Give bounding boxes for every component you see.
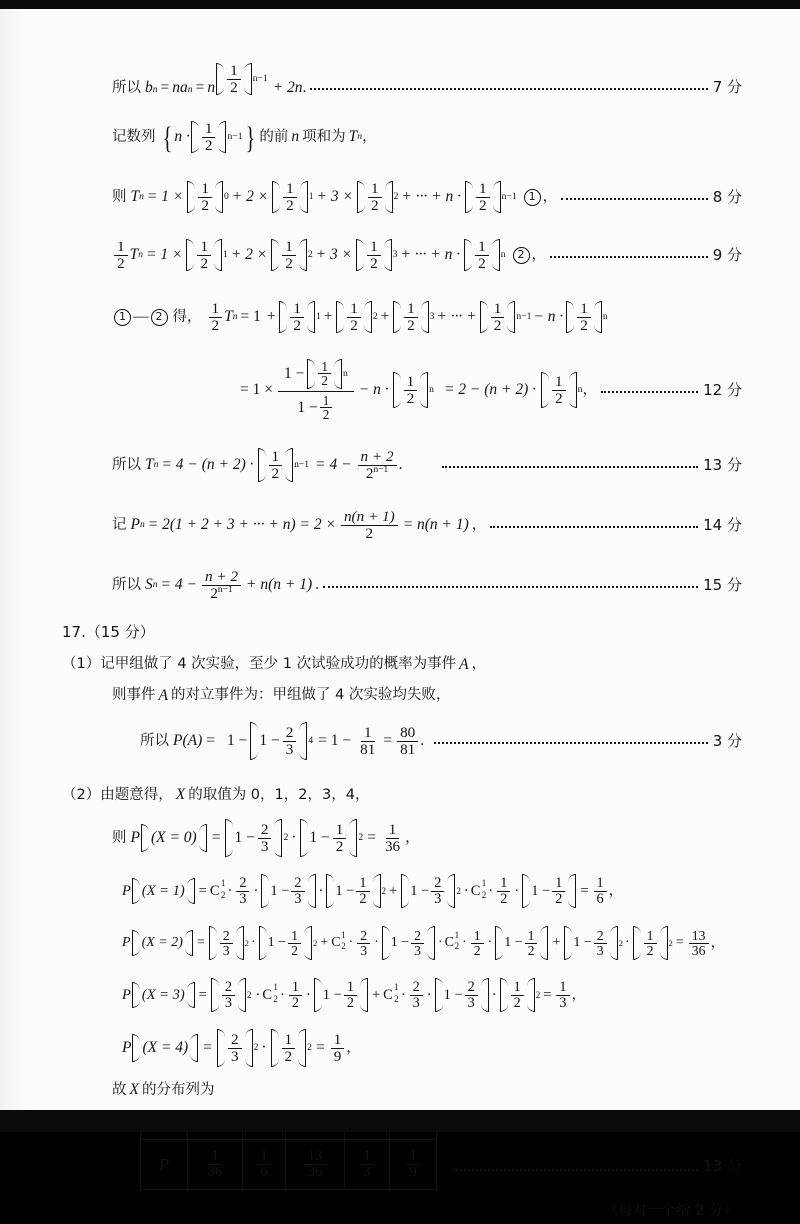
term-f: $\frac{1}{2}$ 2 bbox=[499, 978, 541, 1012]
comma: ， bbox=[362, 128, 377, 145]
distribution-table-intro bbox=[0, 1071, 800, 1103]
score-label: 13 分 bbox=[703, 1157, 742, 1175]
term-2: $\frac{1}{2}$ 2 bbox=[356, 181, 398, 213]
problem-17-part1-line1 bbox=[0, 645, 800, 678]
score-label: 7 分 bbox=[712, 78, 742, 96]
table-row-p bbox=[141, 1140, 437, 1190]
line-prefix: 所以 bbox=[112, 456, 141, 473]
event-A: A bbox=[459, 655, 469, 673]
var-T-sub: n bbox=[139, 191, 144, 203]
result-fraction: $\frac{1}{9}$ bbox=[331, 1032, 345, 1064]
intro-a: 故 bbox=[112, 1081, 127, 1098]
var-T: T bbox=[130, 188, 140, 206]
power-group bbox=[215, 63, 268, 95]
expr-na-sub: n bbox=[187, 84, 193, 96]
prob-arg: (X = 4) bbox=[131, 1034, 199, 1062]
problem-number-label: 17.（15 分） bbox=[62, 622, 155, 641]
fraction-half: $\frac{1}{2}$ bbox=[202, 121, 216, 153]
term-2: $\frac{1}{2}$ 3 bbox=[392, 301, 434, 333]
combination-C-2: C 1 2 bbox=[470, 877, 487, 900]
formula-px-3: P (X = 3) = $\frac{2}{3}$ 2 · C 1 2 · $\frac{1}{2}$ · 1 − $\frac{1}{2}$ + C 1 2 · $\frac{2}{3}$ · 1 − $\frac{2}{3}$ · $\frac{1}{2}$ 2 = $\frac{1}{3}$ ， bbox=[122, 979, 587, 1011]
equals: = bbox=[198, 986, 207, 1003]
equals-2: + n(n + 1) bbox=[246, 576, 313, 594]
combination-C-2: C 1 2 bbox=[383, 981, 399, 1004]
solution-line-16-4: $\frac{1}{2}$ T n = 1 × $\frac{1}{2}$ 1 + 2 × $\frac{1}{2}$ 2 + 3 × $\frac{1}{2}$ 3 + ··· + n · $\frac{1}{2}$ n 2 ， 9 分 bbox=[0, 217, 800, 275]
dot-leader bbox=[323, 577, 698, 593]
dot-leader bbox=[561, 189, 708, 205]
var-n: n bbox=[207, 78, 216, 96]
prob-P: P bbox=[122, 882, 131, 899]
scan-bottom-band bbox=[0, 1110, 800, 1132]
line-prefix: 记 bbox=[112, 516, 127, 533]
numerator-lead: 1 − bbox=[283, 364, 305, 382]
term-b: 1 − $\frac{2}{3}$ bbox=[260, 874, 316, 908]
intro-b: 的分布列为 bbox=[141, 1081, 215, 1098]
combination-C-2: C 1 2 bbox=[444, 930, 460, 951]
mid-text-2: 项和为 bbox=[302, 128, 346, 145]
power-term: $\frac{1}{2}$ n bbox=[392, 372, 434, 408]
equals-2: = 4 − bbox=[315, 456, 352, 474]
term-3: $\frac{1}{2}$ n−1 bbox=[464, 181, 517, 213]
equals: = 1 × bbox=[146, 246, 183, 264]
term-g: 1 − $\frac{2}{3}$ 2 bbox=[563, 926, 623, 960]
formula-px-2: P (X = 2) = $\frac{2}{3}$ 2 · 1 − $\frac{1}{2}$ 2 + C 1 2 · $\frac{2}{3}$ · 1 − $\frac{2}{3}$ · C 1 2 · $\frac{1}{2}$ · 1 − $\frac{1}{2}$ + 1 − $\frac{2}{3}$ 2 · $\frac{1}{2}$ 2 = $\frac{13}{36}$ ， bbox=[0, 913, 800, 965]
one-minus: 1 − bbox=[227, 732, 248, 750]
score-label: 3 分 bbox=[712, 731, 742, 750]
equation-marker-1: 1 bbox=[114, 309, 131, 326]
solution-line-16-3: 则 T n = 1 × $\frac{1}{2}$ 0 + 2 × $\frac{1}{2}$ 1 + 3 × $\frac{1}{2}$ 2 + ··· + n · $\frac{1}{2}$ n−1 1 ， 8 分 bbox=[112, 180, 742, 214]
exponent: n−1 bbox=[252, 73, 268, 85]
formula-px-1: P (X = 1) = C 1 2 · $\frac{2}{3}$ · 1 − $\frac{2}{3}$ · 1 − $\frac{1}{2}$ 2 + 1 − $\frac{2}{3}$ 2 · C 1 2 · $\frac{1}{2}$ · 1 − $\frac{1}{2}$ = $\frac{1}{6}$ ， bbox=[122, 875, 624, 907]
minus-sign: — bbox=[133, 308, 149, 326]
term-1: $\frac{1}{2}$ 2 bbox=[335, 301, 377, 333]
term-c: 1 − $\frac{1}{2}$ bbox=[313, 978, 369, 1012]
line-prefix: 所以 bbox=[112, 576, 141, 593]
solution-line-16-2: 记数列 { n · $\frac{1}{2}$ n−1 } 的前 n 项和为 T n ， bbox=[112, 119, 377, 155]
combination-C: C 1 2 bbox=[262, 981, 278, 1004]
prob-P: P bbox=[122, 935, 131, 950]
term-0: $\frac{1}{2}$ 1 bbox=[278, 301, 320, 333]
table-cell-p-1: $\frac{1}{6}$ bbox=[243, 1140, 286, 1190]
score-label: 15 分 bbox=[703, 575, 742, 594]
equals-2: = 1 − bbox=[318, 732, 352, 750]
equals-2: = bbox=[543, 986, 552, 1003]
part-label-2: （2） bbox=[62, 786, 101, 803]
combination-C: C 1 2 bbox=[331, 930, 346, 951]
var-X: X bbox=[175, 786, 186, 804]
plus: + bbox=[371, 986, 381, 1003]
part2-intro-a: 由题意得， bbox=[100, 786, 173, 803]
var-P: P bbox=[130, 516, 140, 534]
problem-17-part1-line2 bbox=[0, 678, 800, 709]
period: . bbox=[302, 78, 307, 96]
equals: = 1 × bbox=[240, 381, 273, 399]
term-e: 1 − $\frac{2}{3}$ bbox=[434, 978, 490, 1012]
equals-1: = bbox=[160, 78, 170, 96]
term-d: 1 − $\frac{2}{3}$ bbox=[381, 926, 436, 960]
coef-half: $\frac{1}{2}$ bbox=[114, 239, 128, 271]
part1-text-1: 记甲组做了 4 次实验，至少 1 次试验成功的概率为事件 bbox=[100, 656, 457, 673]
term-0: $\frac{1}{2}$ 1 bbox=[185, 239, 227, 271]
formula-prefix: 则 bbox=[112, 829, 127, 846]
prob-arg: (X = 1) bbox=[131, 878, 196, 904]
term-f: 1 − $\frac{1}{2}$ bbox=[521, 874, 577, 908]
result-fraction: $\frac{13}{36}$ bbox=[689, 929, 709, 958]
plus-term: + 2 bbox=[272, 78, 295, 96]
plus-1: + bbox=[320, 935, 329, 950]
score-label: 13 分 bbox=[703, 455, 742, 474]
solution-line-16-1 bbox=[0, 9, 800, 95]
var-T-sub: n bbox=[357, 131, 363, 143]
var-n: n bbox=[291, 128, 300, 146]
var-X: X bbox=[129, 1081, 139, 1099]
minus-n-term: − n · bbox=[358, 381, 389, 399]
term-a: $\frac{2}{3}$ 2 bbox=[210, 978, 252, 1012]
equals: = bbox=[206, 732, 216, 750]
formula-px-0: 则 P (X = 0) = 1 − $\frac{2}{3}$ 2 · 1 − $\frac{1}{2}$ 2 = $\frac{1}{36}$ ， bbox=[0, 809, 800, 861]
term-2: 1 − $\frac{1}{2}$ 2 bbox=[299, 819, 363, 857]
prob-P: P bbox=[130, 829, 140, 847]
part-label-1: （1） bbox=[62, 656, 101, 673]
equals-2: = 2 − (n + 2) · bbox=[443, 381, 537, 399]
solution-line-16-9: 所以 S n = 4 − $\frac{n + 2}{2^{n-1}}$ + n(n + 1) . 15 分 bbox=[112, 568, 742, 602]
table-cell-p-3: $\frac{1}{3}$ bbox=[345, 1140, 390, 1190]
page-content bbox=[0, 9, 800, 1224]
result-fraction: $\frac{1}{3}$ bbox=[556, 980, 569, 1010]
denominator-lead: 1 − bbox=[297, 398, 318, 416]
dot-leader bbox=[601, 382, 698, 398]
equals: = bbox=[203, 1039, 212, 1057]
term-b: $\frac{1}{2}$ 2 bbox=[270, 1029, 312, 1067]
multiply-dot: · bbox=[261, 1039, 267, 1057]
power-group bbox=[190, 121, 243, 153]
term-f: 1 − $\frac{1}{2}$ bbox=[494, 926, 549, 960]
prob-arg: (X = 0) bbox=[140, 824, 208, 852]
var-T: T bbox=[348, 128, 358, 146]
dot-leader bbox=[310, 80, 707, 96]
term-3: $\frac{1}{2}$ n bbox=[463, 239, 505, 271]
power-group: 1 − $\frac{2}{3}$ 4 bbox=[249, 722, 313, 760]
var-b-sub: n bbox=[152, 84, 158, 96]
comma: ， bbox=[471, 656, 487, 673]
prob-P: P bbox=[122, 986, 131, 1003]
scoring-note-row bbox=[0, 1190, 800, 1224]
solution-line-16-6: = 1 × 1 − $\frac{1}{2}$ n 1 − $\frac{1}{2}$ − n · $\frac{1}{2}$ n = 2 − (n + 2) · $\frac{1}{2}$ n ， 12 分 bbox=[240, 358, 742, 422]
part1-text-2b: 的对立事件为：甲组做了 4 次实验均失败， bbox=[170, 687, 451, 704]
problem-17-part2-intro bbox=[0, 765, 800, 809]
result-fraction: $\frac{1}{36}$ bbox=[384, 821, 401, 855]
equals: = 1 bbox=[240, 308, 261, 326]
solution-line-16-5: 1 — 2 得， $\frac{1}{2}$ T n = 1 + $\frac{1}{2}$ 1 + $\frac{1}{2}$ 2 + $\frac{1}{2}$ 3 + ··· + $\frac{1}{2}$ n−1 − n · $\frac{1}{2}$ n bbox=[0, 275, 800, 337]
part1-text-2a: 则事件 bbox=[112, 687, 156, 704]
var-T: T bbox=[129, 246, 139, 264]
term-b: 1 − $\frac{1}{2}$ 2 bbox=[258, 926, 318, 960]
plus: + bbox=[389, 882, 398, 899]
power-term-right: $\frac{1}{2}$ n bbox=[540, 372, 582, 408]
equals-3: = bbox=[383, 732, 393, 750]
table-cell-p-2: $\frac{13}{36}$ bbox=[286, 1140, 345, 1190]
multiply-dot: · bbox=[291, 829, 297, 847]
formula-prefix: 所以 bbox=[140, 732, 169, 749]
term-a: $\frac{2}{3}$ 2 bbox=[208, 926, 249, 960]
fraction-1-81: $\frac{1}{81}$ bbox=[360, 724, 376, 758]
dot-leader bbox=[434, 733, 708, 749]
line-prefix: 记数列 bbox=[112, 128, 156, 145]
var-b: b bbox=[145, 78, 153, 96]
scan-top-band bbox=[0, 0, 800, 9]
mid-text: 的前 bbox=[259, 128, 289, 145]
var-T: T bbox=[224, 308, 233, 326]
result-fraction: $\frac{1}{6}$ bbox=[594, 876, 607, 906]
big-fraction: 1 − $\frac{1}{2}$ n 1 − $\frac{1}{2}$ bbox=[278, 359, 354, 422]
expr-na: na bbox=[172, 78, 188, 96]
equals-2: = bbox=[195, 78, 205, 96]
dot-leader bbox=[442, 457, 698, 473]
var-T: T bbox=[145, 456, 154, 474]
score-label: 9 分 bbox=[712, 245, 742, 264]
problem-17-header bbox=[0, 607, 800, 645]
solution-line-16-8: 记 P n = 2(1 + 2 + 3 + ··· + n) = 2 × $\frac{n(n + 1)}{2}$ = n(n + 1) ， 14 分 bbox=[112, 508, 742, 542]
equals: = 4 − (n + 2) · bbox=[161, 456, 254, 474]
term-1: $\frac{1}{2}$ 2 bbox=[270, 239, 312, 271]
term-a: $\frac{2}{3}$ 2 bbox=[216, 1029, 258, 1067]
power-term: $\frac{1}{2}$ n−1 bbox=[257, 448, 310, 482]
term-3: $\frac{1}{2}$ n−1 bbox=[479, 301, 532, 333]
fraction-half: $\frac{1}{2}$ bbox=[227, 63, 241, 95]
term-1: 1 − $\frac{2}{3}$ 2 bbox=[224, 819, 288, 857]
equation-marker-2: 2 bbox=[151, 309, 168, 326]
prob-arg: (A) bbox=[182, 732, 203, 750]
table-header-p: P bbox=[141, 1140, 188, 1190]
de-text: 得， bbox=[172, 308, 202, 325]
equals: = bbox=[196, 935, 205, 950]
problem-17-part1-formula: 所以 P (A) = 1 − 1 − $\frac{2}{3}$ 4 = 1 − $\frac{1}{81}$ = $\frac{80}{81}$ . 3 分 bbox=[0, 709, 800, 765]
term-4: $\frac{1}{2}$ n bbox=[565, 301, 607, 333]
equals: = 1 × bbox=[146, 188, 184, 206]
prob-P: P bbox=[173, 732, 183, 750]
equals: = bbox=[198, 882, 207, 899]
scoring-note: （每对一个给 2 分） bbox=[603, 1202, 738, 1219]
prob-arg: (X = 3) bbox=[131, 982, 196, 1008]
dot-leader bbox=[453, 1160, 698, 1176]
dot-leader bbox=[550, 247, 708, 263]
term-d: 1 − $\frac{2}{3}$ 2 bbox=[400, 874, 461, 908]
exponent: n−1 bbox=[227, 131, 243, 143]
equals: = 2(1 + 2 + 3 + ··· + n) = 2 × bbox=[147, 516, 336, 534]
prob-P: P bbox=[122, 1039, 132, 1057]
equation-marker-1: 1 bbox=[524, 189, 541, 206]
score-label: 14 分 bbox=[703, 515, 742, 534]
equals-2: = bbox=[580, 882, 589, 899]
n-dot: n · bbox=[174, 128, 190, 146]
tail-n: n bbox=[294, 78, 303, 96]
score-label: 12 分 bbox=[703, 380, 742, 399]
equals-2: = n(n + 1) bbox=[402, 516, 469, 534]
document-page bbox=[0, 9, 800, 1219]
term-0: $\frac{1}{2}$ 0 bbox=[186, 181, 228, 213]
equation-marker-2: 2 bbox=[513, 247, 530, 264]
result-fraction: $\frac{n + 2}{2^{n-1}}$ bbox=[358, 449, 397, 481]
table-cell-p-0: $\frac{1}{36}$ bbox=[188, 1140, 243, 1190]
inner-lead: 1 − bbox=[259, 732, 280, 750]
prob-arg: (X = 2) bbox=[131, 930, 194, 956]
equals-2: = bbox=[315, 1039, 325, 1057]
equals: = 4 − bbox=[160, 576, 197, 594]
part2-intro-b: 的取值为 0，1，2，3，4， bbox=[188, 786, 370, 803]
solution-line-16-7: 所以 T n = 4 − (n + 2) · $\frac{1}{2}$ n−1 = 4 − $\frac{n + 2}{2^{n-1}}$ . 13 分 bbox=[112, 448, 742, 482]
table-cell-p-4: $\frac{1}{9}$ bbox=[390, 1140, 437, 1190]
var-S: S bbox=[145, 576, 153, 594]
equals-2: = bbox=[367, 829, 376, 847]
line-prefix: 所以 bbox=[112, 79, 141, 96]
event-A-2: A bbox=[158, 686, 168, 704]
formula-px-4: P (X = 4) = $\frac{2}{3}$ 2 · $\frac{1}{2}$ 2 = $\frac{1}{9}$ ， bbox=[0, 1017, 800, 1071]
combination-C: C 1 2 bbox=[209, 877, 226, 900]
equals-2: = bbox=[675, 935, 684, 950]
plus-2: + bbox=[552, 935, 561, 950]
result-fraction: $\frac{n + 2}{2^{n-1}}$ bbox=[202, 569, 241, 601]
line-prefix: 则 bbox=[112, 188, 127, 205]
score-label: 8 分 bbox=[712, 187, 742, 206]
term-1: $\frac{1}{2}$ 1 bbox=[271, 181, 313, 213]
term-c: 1 − $\frac{1}{2}$ 2 bbox=[325, 874, 386, 908]
fraction-80-81: $\frac{80}{81}$ bbox=[397, 725, 418, 757]
sum-fraction: $\frac{n(n + 1)}{2}$ bbox=[341, 509, 398, 541]
term-2: $\frac{1}{2}$ 3 bbox=[355, 239, 397, 271]
equals: = bbox=[211, 829, 221, 847]
coef-half: $\frac{1}{2}$ bbox=[209, 301, 223, 333]
dot-leader bbox=[490, 517, 698, 533]
term-h: $\frac{1}{2}$ 2 bbox=[632, 926, 673, 960]
